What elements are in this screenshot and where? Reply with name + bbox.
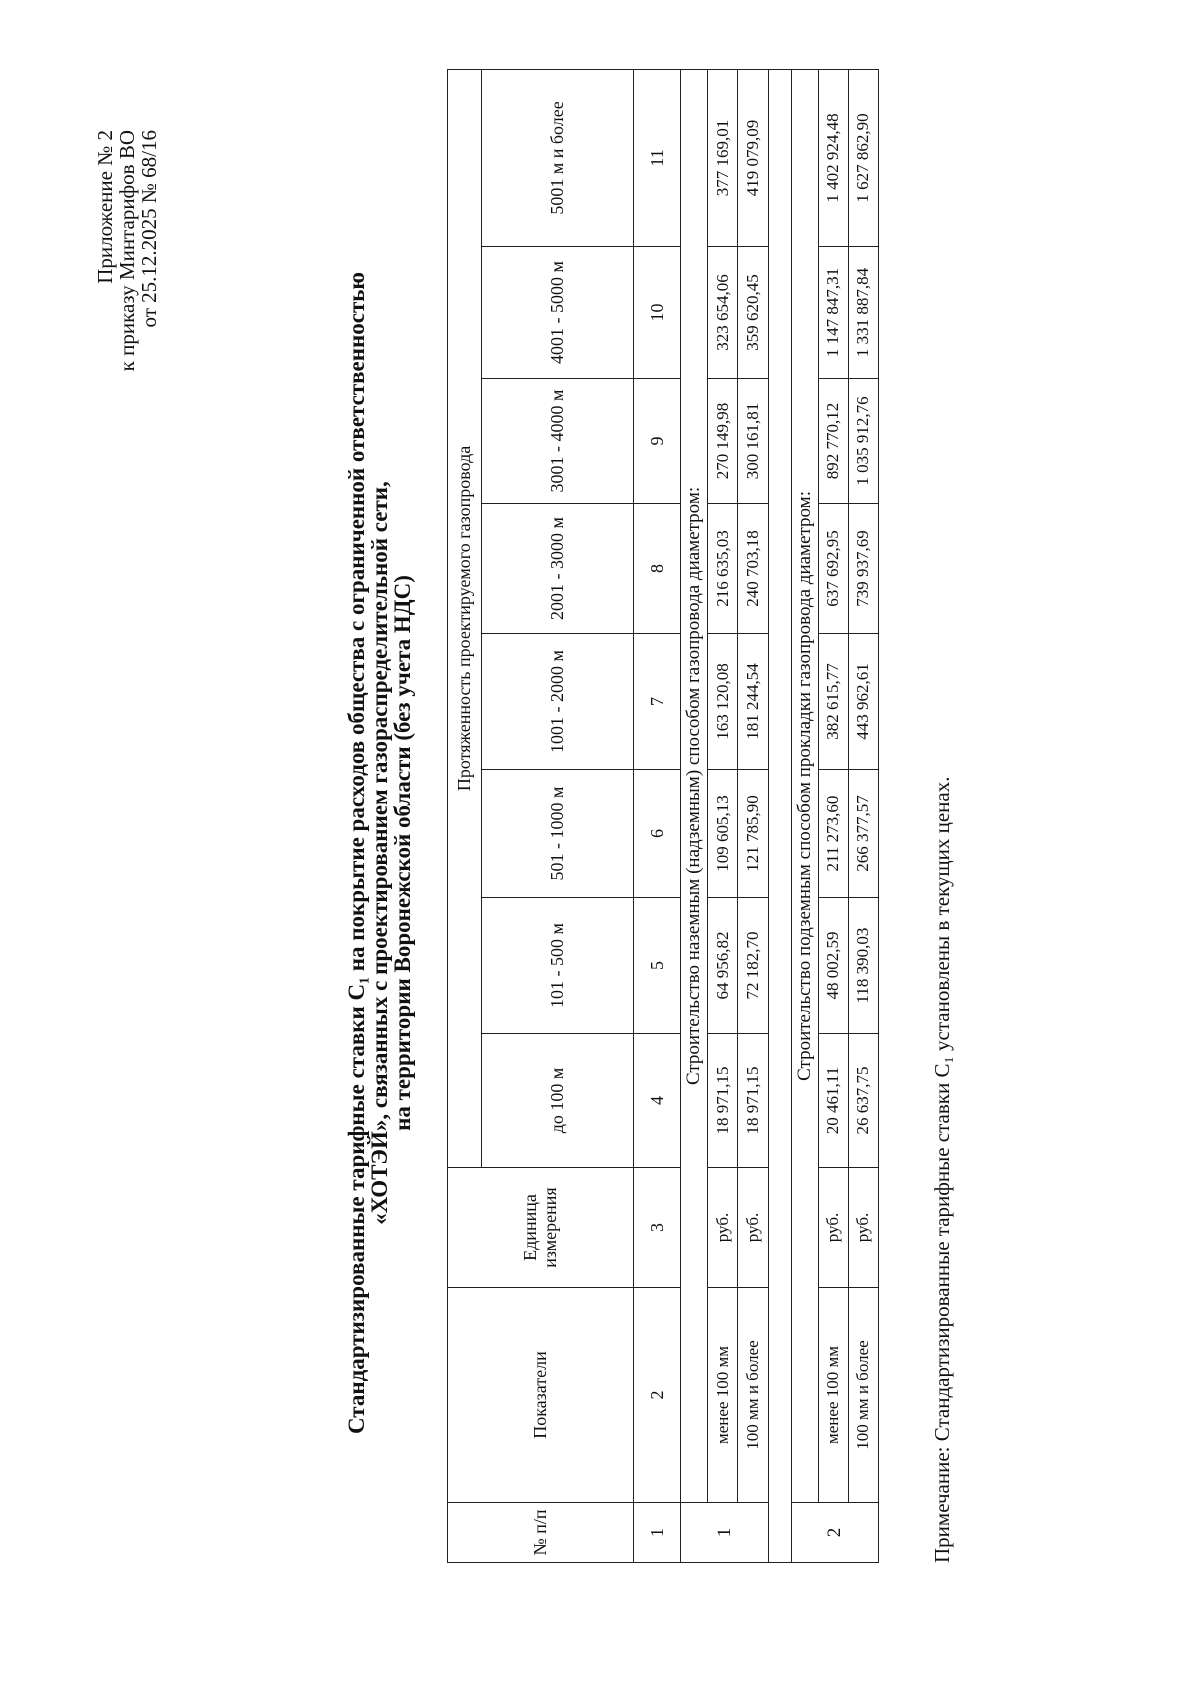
row-value: 18 971,15 (708, 1034, 738, 1168)
row-value: 216 635,03 (708, 504, 738, 634)
row-value: 739 937,69 (848, 504, 878, 634)
row-value: 118 390,03 (848, 898, 878, 1034)
table-row (818, 69, 848, 1562)
row-value: 163 120,08 (708, 634, 738, 770)
row-value: 64 956,82 (708, 898, 738, 1034)
header-range: 2001 - 3000 м (481, 504, 633, 634)
section-title: Строительство подземным способом прокладки газопровода диаметром: (791, 69, 818, 1502)
row-value: 18 971,15 (738, 1034, 768, 1168)
row-label: 100 мм и более (738, 1288, 768, 1503)
header-range: 4001 - 5000 м (481, 247, 633, 379)
section-header-row (681, 69, 708, 1562)
row-value: 211 273,60 (818, 770, 848, 898)
column-number: 2 (633, 1288, 681, 1503)
column-number: 11 (633, 69, 681, 246)
row-value: 72 182,70 (738, 898, 768, 1034)
document-title (345, 0, 414, 1706)
row-label: 100 мм и более (848, 1288, 878, 1503)
row-value: 443 962,61 (848, 634, 878, 770)
column-number: 1 (633, 1503, 681, 1563)
tariff-rates-table (447, 69, 879, 1563)
column-number: 7 (633, 634, 681, 770)
column-number-row (633, 69, 681, 1562)
row-value: 121 785,90 (738, 770, 768, 898)
row-value: 270 149,98 (708, 379, 738, 504)
column-number: 9 (633, 379, 681, 504)
row-value: 1 147 847,31 (818, 247, 848, 379)
column-number: 6 (633, 770, 681, 898)
appendix-date: от 25.12.2025 № 68/16 (137, 130, 161, 328)
appendix-number: Приложение № 2 (93, 130, 117, 284)
row-value: 1 627 862,90 (848, 69, 878, 246)
row-value: 323 654,06 (708, 247, 738, 379)
header-range: до 100 м (481, 1034, 633, 1168)
row-value: 1 331 887,84 (848, 247, 878, 379)
table-row (708, 69, 738, 1562)
title-line-1: Стандартизированные тарифные ставки C₁ на покрытие расходов общества с ограниченной ответственностью (344, 272, 369, 1434)
row-value: 26 637,75 (848, 1034, 878, 1168)
section-number: 2 (791, 1503, 878, 1563)
header-range: 501 - 1000 м (481, 770, 633, 898)
row-value: 48 002,59 (818, 898, 848, 1034)
row-unit: руб. (708, 1168, 738, 1288)
appendix-reference (94, 130, 160, 371)
row-unit: руб. (738, 1168, 768, 1288)
row-value: 240 703,18 (738, 504, 768, 634)
row-label: менее 100 мм (708, 1288, 738, 1503)
row-value: 109 605,13 (708, 770, 738, 898)
row-value: 20 461,11 (818, 1034, 848, 1168)
row-value: 377 169,01 (708, 69, 738, 246)
section-number: 1 (681, 1503, 768, 1563)
column-number: 4 (633, 1034, 681, 1168)
header-num: № п/п (448, 1503, 634, 1563)
row-value: 382 615,77 (818, 634, 848, 770)
column-number: 5 (633, 898, 681, 1034)
row-value: 1 402 924,48 (818, 69, 848, 246)
header-range: 101 - 500 м (481, 898, 633, 1034)
row-unit: руб. (848, 1168, 878, 1288)
title-line-3: на территории Воронежской области (без учета НДС) (390, 575, 415, 1131)
row-label: менее 100 мм (818, 1288, 848, 1503)
section-title: Строительство наземным (надземным) способом газопровода диаметром: (681, 69, 708, 1502)
row-value: 300 161,81 (738, 379, 768, 504)
section-header-row (791, 69, 818, 1562)
header-length-group: Протяженность проектируемого газопровода (448, 69, 482, 1167)
row-value: 359 620,45 (738, 247, 768, 379)
spacer-row (768, 69, 791, 1562)
table-row (848, 69, 878, 1562)
header-unit: Единица измерения (448, 1168, 634, 1288)
header-range: 1001 - 2000 м (481, 634, 633, 770)
row-unit: руб. (818, 1168, 848, 1288)
column-number: 3 (633, 1168, 681, 1288)
table-row (738, 69, 768, 1562)
column-number: 10 (633, 247, 681, 379)
row-value: 1 035 912,76 (848, 379, 878, 504)
row-value: 266 377,57 (848, 770, 878, 898)
column-number: 8 (633, 504, 681, 634)
header-range: 5001 м и более (481, 69, 633, 246)
title-line-2: «ХОТЭЙ», связанных с проектированием газораспределительной сети, (367, 481, 392, 1225)
footnote: Примечание: Стандартизированные тарифные ставки C₁ установлены в текущих ценах. (930, 776, 954, 1563)
header-indicators: Показатели (448, 1288, 634, 1503)
row-value: 419 079,09 (738, 69, 768, 246)
row-value: 637 692,95 (818, 504, 848, 634)
row-value: 892 770,12 (818, 379, 848, 504)
row-value: 181 244,54 (738, 634, 768, 770)
appendix-order: к приказу Минтарифов ВО (115, 130, 139, 372)
header-range: 3001 - 4000 м (481, 379, 633, 504)
